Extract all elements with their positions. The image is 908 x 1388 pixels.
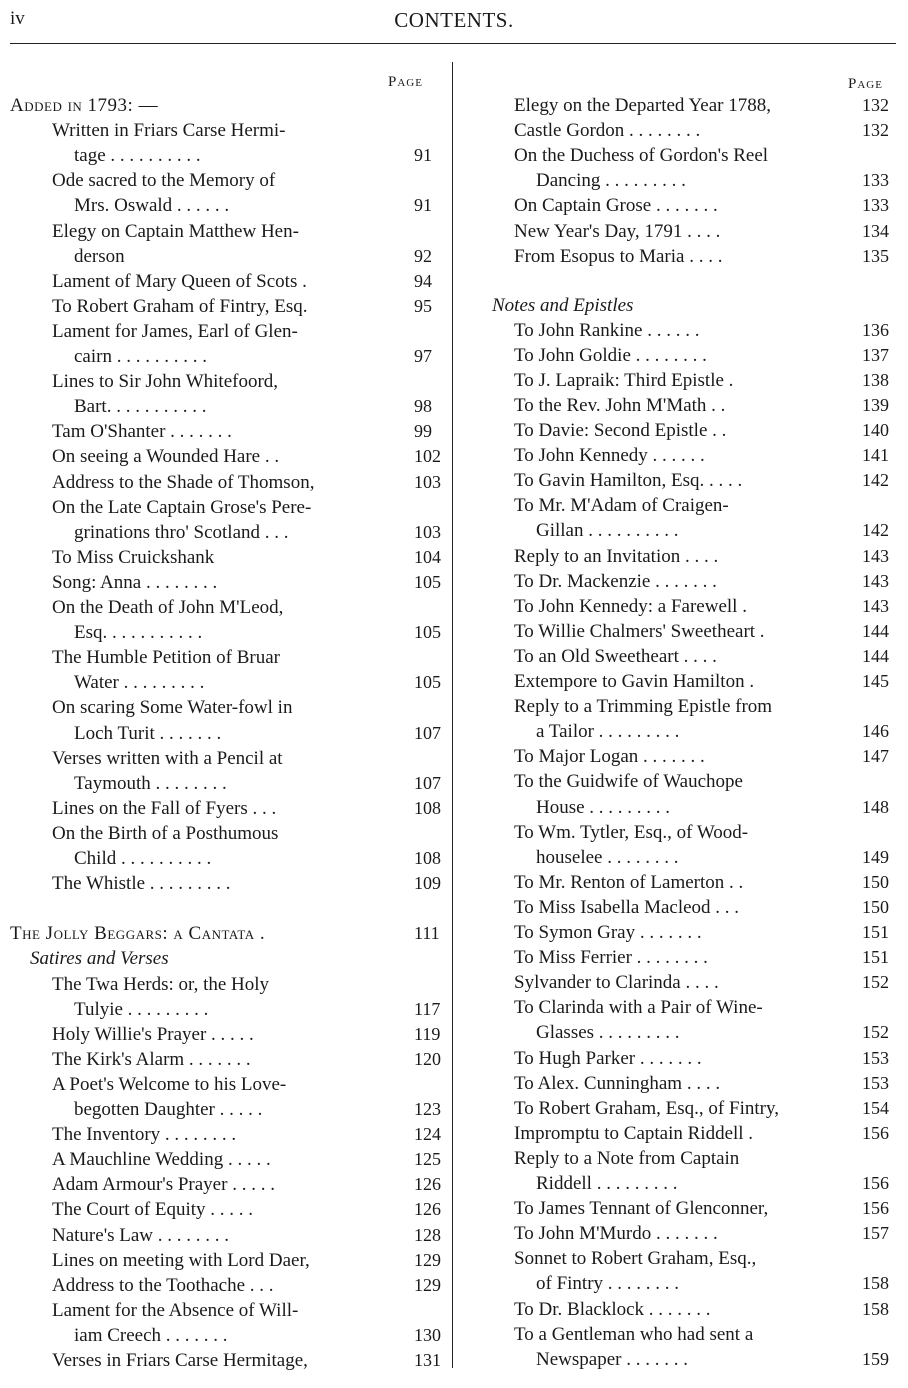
toc-page-number: 126 xyxy=(414,1174,441,1195)
toc-page-number: 132 xyxy=(862,120,889,141)
toc-entry-line: Castle Gordon . . . . . . . . xyxy=(514,120,701,142)
toc-page-number: 129 xyxy=(414,1274,441,1295)
toc-entry-line: houselee . . . . . . . . xyxy=(536,846,679,868)
toc-entry-line: Riddell . . . . . . . . . xyxy=(536,1173,678,1195)
section-heading: The Jolly Beggars: a Cantata . xyxy=(10,923,266,945)
toc-entry-line: iam Creech . . . . . . . xyxy=(74,1324,228,1346)
toc-entry-line: tage . . . . . . . . . . xyxy=(74,145,201,167)
toc-entry-line: Lament of Mary Queen of Scots . xyxy=(52,270,307,292)
toc-entry-line: Mrs. Oswald . . . . . . xyxy=(74,195,230,217)
toc-page-number: 146 xyxy=(862,721,889,742)
page-header xyxy=(0,0,908,40)
toc-entry-line: To Dr. Mackenzie . . . . . . . xyxy=(514,570,717,592)
toc-entry-line: House . . . . . . . . . xyxy=(536,796,671,818)
toc-page-number: 157 xyxy=(862,1223,889,1244)
toc-entry-line: From Esopus to Maria . . . . xyxy=(514,245,723,267)
toc-entry-line: On seeing a Wounded Hare . . xyxy=(52,446,280,468)
toc-page-number: 91 xyxy=(414,195,432,216)
toc-entry-line: Reply to a Trimming Epistle from xyxy=(514,696,773,718)
toc-page-number: 143 xyxy=(862,570,889,591)
toc-page-number: 109 xyxy=(414,873,441,894)
toc-entry-line: cairn . . . . . . . . . . xyxy=(74,346,207,367)
toc-entry-line: To Clarinda with a Pair of Wine- xyxy=(514,997,763,1019)
toc-entry-line: Dancing . . . . . . . . . xyxy=(536,170,686,192)
toc-entry-line: Newspaper . . . . . . . xyxy=(536,1348,688,1370)
toc-entry-line: To John Goldie . . . . . . . . xyxy=(514,344,707,366)
toc-page-number: 154 xyxy=(862,1097,889,1118)
toc-page-number: 125 xyxy=(414,1149,441,1170)
toc-page-number: 108 xyxy=(414,848,441,868)
toc-entry-line: To Miss Ferrier . . . . . . . . xyxy=(514,947,708,969)
toc-page-number: 150 xyxy=(862,871,889,892)
toc-page-number: 156 xyxy=(862,1198,889,1219)
toc-page-number: 107 xyxy=(414,722,441,743)
toc-entry-line: Elegy on the Departed Year 1788, xyxy=(514,95,771,116)
toc-page-number: 142 xyxy=(862,520,889,541)
toc-page-number: 97 xyxy=(414,346,432,366)
toc-page-number: 158 xyxy=(862,1298,889,1319)
toc-page-number: 99 xyxy=(414,421,432,442)
toc-page-number: 102 xyxy=(414,446,441,467)
toc-entry-line: Taymouth . . . . . . . . xyxy=(74,772,227,794)
section-heading: Added in 1793: — xyxy=(10,95,159,116)
toc-entry-line: To Gavin Hamilton, Esq. . . . . xyxy=(514,470,743,492)
toc-entry-line: Tam O'Shanter . . . . . . . xyxy=(52,421,232,443)
toc-page-number: 105 xyxy=(414,571,441,592)
toc-entry-line: To Major Logan . . . . . . . xyxy=(514,746,705,768)
toc-page-number: 133 xyxy=(862,195,889,216)
toc-entry-line: The Kirk's Alarm . . . . . . . xyxy=(52,1048,251,1070)
page-column-heading: Page xyxy=(848,76,883,92)
toc-entry-line: Water . . . . . . . . . xyxy=(74,672,205,694)
toc-page-number: 119 xyxy=(414,1023,441,1044)
toc-page-number: 139 xyxy=(862,394,889,415)
toc-entry-line: Lament for the Absence of Will- xyxy=(52,1299,299,1321)
toc-page-number: 128 xyxy=(414,1224,441,1245)
toc-entry-line: To Mr. Renton of Lamerton . . xyxy=(514,871,744,893)
page-column-heading: Page xyxy=(388,74,423,90)
toc-entry-line: To Mr. M'Adam of Craigen- xyxy=(514,495,729,517)
toc-entry-line: Lines to Sir John Whitefoord, xyxy=(52,371,279,393)
toc-page-number: 156 xyxy=(862,1173,889,1194)
toc-entry-line: Bart. . . . . . . . . . . xyxy=(74,396,207,418)
toc-entry-line: To John Kennedy . . . . . . xyxy=(514,445,705,467)
toc-entry-line: Holy Willie's Prayer . . . . . xyxy=(52,1023,254,1045)
toc-entry-line: To Symon Gray . . . . . . . xyxy=(514,922,702,944)
toc-page-number: 98 xyxy=(414,396,432,417)
toc-entry-line: On Captain Grose . . . . . . . xyxy=(514,195,718,217)
toc-page-number: 130 xyxy=(414,1324,441,1345)
toc-page-number: 105 xyxy=(414,672,441,693)
toc-page-number: 159 xyxy=(862,1348,889,1369)
toc-page-number: 140 xyxy=(862,420,889,441)
toc-entry-line: Reply to a Note from Captain xyxy=(514,1147,740,1169)
toc-page-number: 132 xyxy=(862,95,889,115)
toc-entry-line: The Humble Petition of Bruar xyxy=(52,647,280,669)
toc-entry-line: To Wm. Tytler, Esq., of Wood- xyxy=(514,821,749,843)
toc-entry-line: Glasses . . . . . . . . . xyxy=(536,1022,680,1044)
toc-entry-line: On the Birth of a Posthumous xyxy=(52,822,279,844)
toc-entry-line: Reply to an Invitation . . . . xyxy=(514,545,719,567)
toc-entry-line: Elegy on Captain Matthew Hen- xyxy=(52,220,299,242)
section-heading: Satires and Verses xyxy=(30,948,169,970)
toc-entry-line: To James Tennant of Glenconner, xyxy=(514,1198,769,1220)
toc-entry-line: Loch Turit . . . . . . . xyxy=(74,722,222,744)
toc-page-number: 135 xyxy=(862,245,889,266)
toc-page-number: 143 xyxy=(862,545,889,566)
toc-page-number: 153 xyxy=(862,1047,889,1068)
toc-entry-line: To Dr. Blacklock . . . . . . . xyxy=(514,1298,711,1320)
toc-page-number: 103 xyxy=(414,521,441,542)
toc-page-number: 151 xyxy=(862,922,889,943)
toc-entry-line: Lines on meeting with Lord Daer, xyxy=(52,1249,310,1271)
toc-page-number: 120 xyxy=(414,1048,441,1069)
toc-entry-line: On the Duchess of Gordon's Reel xyxy=(514,145,769,167)
toc-page-number: 141 xyxy=(862,445,889,466)
toc-page-number: 129 xyxy=(414,1249,441,1270)
toc-entry-line: begotten Daughter . . . . . xyxy=(74,1099,263,1120)
toc-entry-line: Gillan . . . . . . . . . . xyxy=(536,520,679,542)
toc-entry-line: To the Rev. John M'Math . . xyxy=(514,394,726,416)
column-divider xyxy=(452,62,453,1368)
toc-entry-line: A Mauchline Wedding . . . . . xyxy=(52,1149,271,1171)
toc-page-number: 142 xyxy=(862,470,889,491)
page-number: iv xyxy=(10,8,25,29)
toc-page-number: 117 xyxy=(414,998,441,1019)
toc-entry-line: derson xyxy=(74,245,125,267)
toc-page-number: 152 xyxy=(862,1022,889,1043)
toc-entry-line: of Fintry . . . . . . . . xyxy=(536,1273,680,1295)
toc-entry-line: The Twa Herds: or, the Holy xyxy=(52,973,270,995)
toc-page-number: 133 xyxy=(862,170,889,191)
toc-page-number: 156 xyxy=(862,1122,889,1143)
toc-page-number: 152 xyxy=(862,972,889,993)
toc-entry-line: Impromptu to Captain Riddell . xyxy=(514,1122,754,1144)
toc-entry-line: Tulyie . . . . . . . . . xyxy=(74,998,209,1020)
toc-entry-line: To Miss Cruickshank xyxy=(52,546,215,568)
toc-entry-line: On the Late Captain Grose's Pere- xyxy=(52,496,312,518)
toc-entry-line: To John Rankine . . . . . . xyxy=(514,319,700,341)
toc-page-number: 134 xyxy=(862,220,889,241)
toc-page-number: 144 xyxy=(862,645,889,666)
toc-page-number: 153 xyxy=(862,1072,889,1093)
toc-entry-line: Lines on the Fall of Fyers . . . xyxy=(52,797,277,819)
toc-entry-line: To a Gentleman who had sent a xyxy=(514,1323,754,1345)
toc-entry-line: Extempore to Gavin Hamilton . xyxy=(514,671,755,693)
toc-page-number: 151 xyxy=(862,947,889,968)
toc-page-number: 137 xyxy=(862,344,889,365)
toc-page-number: 143 xyxy=(862,595,889,616)
toc-entry-line: To Willie Chalmers' Sweetheart . xyxy=(514,620,765,642)
toc-entry-line: To J. Lapraik: Third Epistle . xyxy=(514,369,734,391)
toc-page-number: 104 xyxy=(414,546,441,567)
toc-entry-line: Verses in Friars Carse Hermitage, xyxy=(52,1350,308,1371)
toc-entry-line: Nature's Law . . . . . . . . xyxy=(52,1224,230,1246)
toc-page-number: 149 xyxy=(862,846,889,867)
toc-entry-line: The Whistle . . . . . . . . . xyxy=(52,873,231,895)
toc-page-number: 150 xyxy=(862,896,889,917)
toc-entry-line: grinations thro' Scotland . . . xyxy=(74,521,289,543)
toc-entry-line: a Tailor . . . . . . . . . xyxy=(536,721,680,743)
toc-entry-line: Esq. . . . . . . . . . . xyxy=(74,622,203,644)
toc-entry-line: To an Old Sweetheart . . . . xyxy=(514,645,717,667)
toc-entry-line: To John M'Murdo . . . . . . . xyxy=(514,1223,718,1245)
toc-entry-line: Written in Friars Carse Hermi- xyxy=(52,120,286,142)
toc-entry-line: To John Kennedy: a Farewell . xyxy=(514,595,747,617)
toc-page-number: 105 xyxy=(414,622,441,643)
toc-page-number: 145 xyxy=(862,671,889,692)
toc-entry-line: Address to the Toothache . . . xyxy=(52,1274,274,1296)
toc-entry-line: Adam Armour's Prayer . . . . . xyxy=(52,1174,275,1196)
page-title: CONTENTS. xyxy=(394,8,514,32)
toc-entry-line: Verses written with a Pencil at xyxy=(52,747,283,769)
header-rule xyxy=(10,43,896,44)
toc-entry-line: New Year's Day, 1791 . . . . xyxy=(514,220,721,242)
toc-entry-line: Sylvander to Clarinda . . . . xyxy=(514,972,719,994)
section-heading: Notes and Epistles xyxy=(492,294,634,316)
toc-entry-line: Sonnet to Robert Graham, Esq., xyxy=(514,1248,757,1270)
toc-page-number: 136 xyxy=(862,319,889,340)
toc-page-number: 95 xyxy=(414,295,432,316)
toc-page-number: 107 xyxy=(414,772,441,793)
toc-page-number: 91 xyxy=(414,145,432,166)
toc-entry-line: Child . . . . . . . . . . xyxy=(74,848,212,869)
toc-entry-line: Ode sacred to the Memory of xyxy=(52,170,276,192)
toc-page-number: 123 xyxy=(414,1099,441,1119)
toc-entry-line: To Robert Graham of Fintry, Esq. xyxy=(52,295,308,317)
toc-entry-line: The Court of Equity . . . . . xyxy=(52,1199,254,1221)
toc-page-number: 94 xyxy=(414,270,432,291)
toc-page-number: 126 xyxy=(414,1199,441,1220)
toc-entry-line: To the Guidwife of Wauchope xyxy=(514,771,743,793)
toc-entry-line: Address to the Shade of Thomson, xyxy=(52,471,315,493)
toc-entry-line: On the Death of John M'Leod, xyxy=(52,597,284,618)
toc-page-number: 148 xyxy=(862,796,889,817)
toc-entry-line: Lament for James, Earl of Glen- xyxy=(52,320,298,342)
toc-page-number: 144 xyxy=(862,620,889,641)
toc-entry-line: To Miss Isabella Macleod . . . xyxy=(514,896,740,918)
toc-page-number: 138 xyxy=(862,369,889,390)
toc-entry-line: A Poet's Welcome to his Love- xyxy=(52,1073,287,1095)
toc-page-number: 92 xyxy=(414,245,432,266)
toc-page-number: 103 xyxy=(414,471,441,492)
toc-entry-line: Song: Anna . . . . . . . . xyxy=(52,571,218,593)
toc-page-number: 147 xyxy=(862,746,889,767)
toc-entry-line: The Inventory . . . . . . . . xyxy=(52,1124,237,1146)
toc-entry-line: To Davie: Second Epistle . . xyxy=(514,420,727,442)
toc-entry-line: To Hugh Parker . . . . . . . xyxy=(514,1047,702,1069)
toc-page-number: 158 xyxy=(862,1273,889,1294)
toc-page-number: 124 xyxy=(414,1124,441,1145)
toc-entry-line: To Alex. Cunningham . . . . xyxy=(514,1072,721,1094)
toc-page-number: 108 xyxy=(414,797,441,818)
toc-entry-line: To Robert Graham, Esq., of Fintry, xyxy=(514,1097,779,1119)
toc-page-number: 111 xyxy=(414,923,440,944)
toc-page-number: 131 xyxy=(414,1350,441,1370)
toc-entry-line: On scaring Some Water-fowl in xyxy=(52,697,293,719)
